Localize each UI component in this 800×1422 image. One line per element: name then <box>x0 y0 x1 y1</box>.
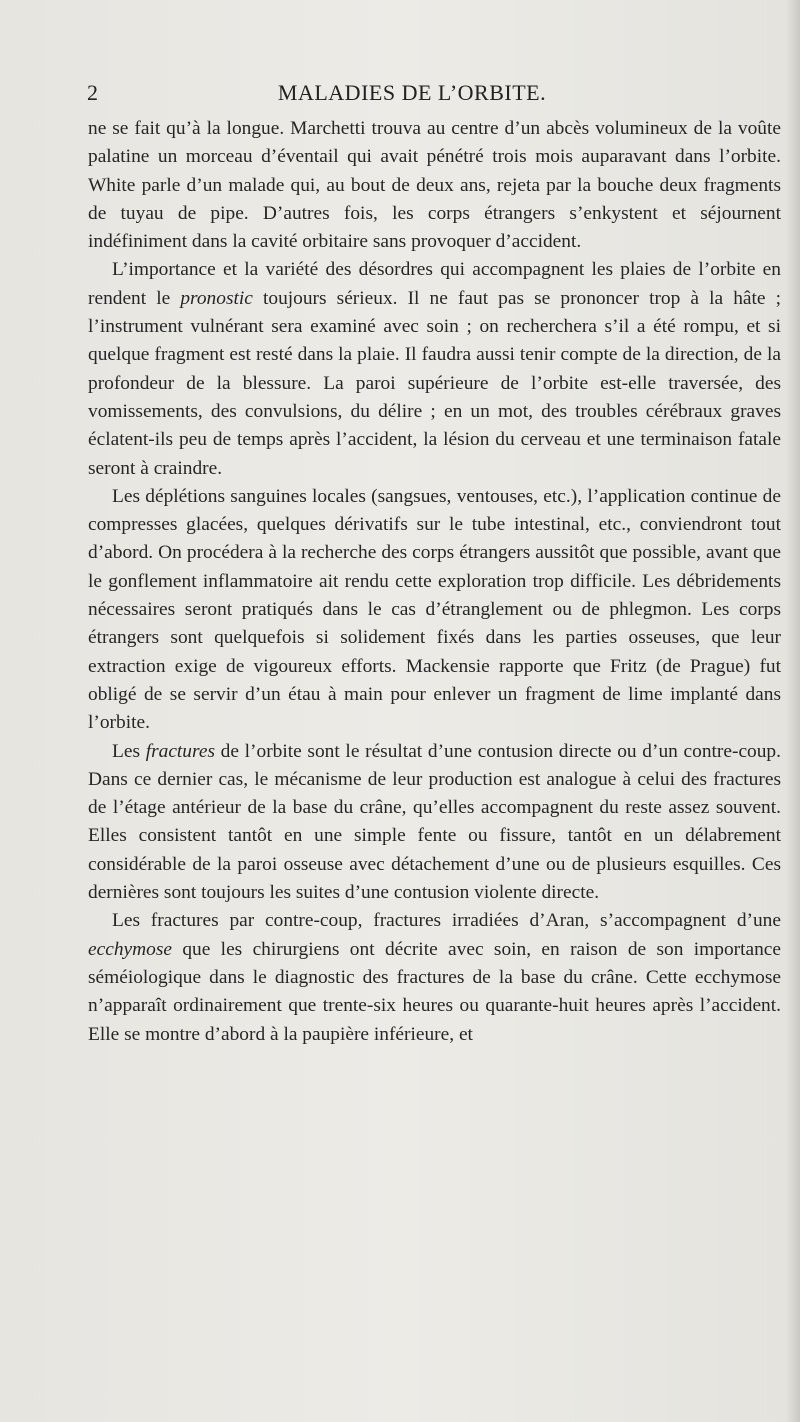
emphasis-term: pronostic <box>180 287 253 309</box>
paragraph-text: toujours sérieux. Il ne faut pas se prononcer trop à la hâte ; l’instrument vulnérant sera examiné avec soin ; on recherchera s’il a été rompu, et si quelque fragment est resté dans la plaie. Il faudra aussi tenir compte de la direction, de la profondeur de la blessure. La paroi supérieure de l’orbite est-elle traversée, des vomissements, des convulsions, du délire ; en un mot, des troubles cérébraux graves éclatent-ils peu de temps après l’accident, la lésion du cerveau et une terminaison fatale seront à craindre. <box>88 287 781 479</box>
paragraph-text: ne se fait qu’à la longue. Marchetti trouva au centre d’un abcès volumineux de la voûte palatine un morceau d’éventail qui avait pénétré trois mois auparavant dans l’orbite. White parle d’un malade qui, au bout de deux ans, rejeta par la bouche deux fragments de tuyau de pipe. D’autres fois, les corps étrangers s’enkystent et séjournent indéfiniment dans la cavité orbitaire sans provoquer d’accident. <box>88 118 781 253</box>
page-number: 2 <box>87 80 99 105</box>
emphasis-term: ecchymose <box>88 938 172 960</box>
paragraph-text: Les <box>112 740 146 762</box>
emphasis-term: fractures <box>145 740 215 762</box>
page-edge-shadow <box>786 0 800 1422</box>
paragraph-text: Les déplétions sanguines locales (sangsues, ventouses, etc.), l’application continue de compresses glacées, quelques dérivatifs sur le tube intestinal, etc., conviendront tout d’abord. On procédera à la recherche des corps étrangers aussitôt que possible, avant que le gonflement inflammatoire ait rendu cette exploration trop difficile. Les débridements nécessaires seront pratiqués dans le cas d’étranglement ou de phlegmon. Les corps étrangers sont quelquefois si solidement fixés dans les parties osseuses, que leur extraction exige de vigoureux efforts. Mackensie rapporte que Fritz (de Prague) fut obligé de se servir d’un étau à main pour enlever un fragment de lime implanté dans l’orbite. <box>88 485 781 734</box>
paragraph-ecchymose <box>88 907 781 1048</box>
paragraph-text: de l’orbite sont le résultat d’une contusion directe ou d’un contre-coup. Dans ce dernier cas, le mécanisme de leur production est analogue à celui des fractures de l’étage antérieur de la base du crâne, qu’elles accompagnent du reste assez souvent. Elles consistent tantôt en une simple fente ou fissure, tantôt en un délabrement considérable de la paroi osseuse avec détachement d’une ou de plusieurs esquilles. Ces dernières sont toujours les suites d’une contusion violente directe. <box>88 740 781 904</box>
body-text <box>88 115 781 1049</box>
running-title: MALADIES DE L’ORBITE. <box>277 80 547 105</box>
running-header <box>62 80 762 110</box>
paragraph-text: Les fractures par contre-coup, fractures irradiées d’Aran, s’accompagnent d’une <box>112 910 781 932</box>
paragraph-text: L’importance et la variété des désordres qui accompagnent les plaies de l’orbite en rendent le <box>88 259 781 309</box>
paragraph-traitement <box>88 483 781 738</box>
paragraph-continued <box>88 115 781 256</box>
paragraph-text: que les chirurgiens ont décrite avec soin, en raison de son importance séméiologique dans le diagnostic des fractures de la base du crâne. Cette ecchymose n’apparaît ordinairement que trente-six heures ou quarante-huit heures après l’accident. Elle se montre d’abord à la paupière inférieure, et <box>88 938 781 1045</box>
paragraph-pronostic <box>88 256 781 482</box>
paragraph-fractures <box>88 738 781 908</box>
